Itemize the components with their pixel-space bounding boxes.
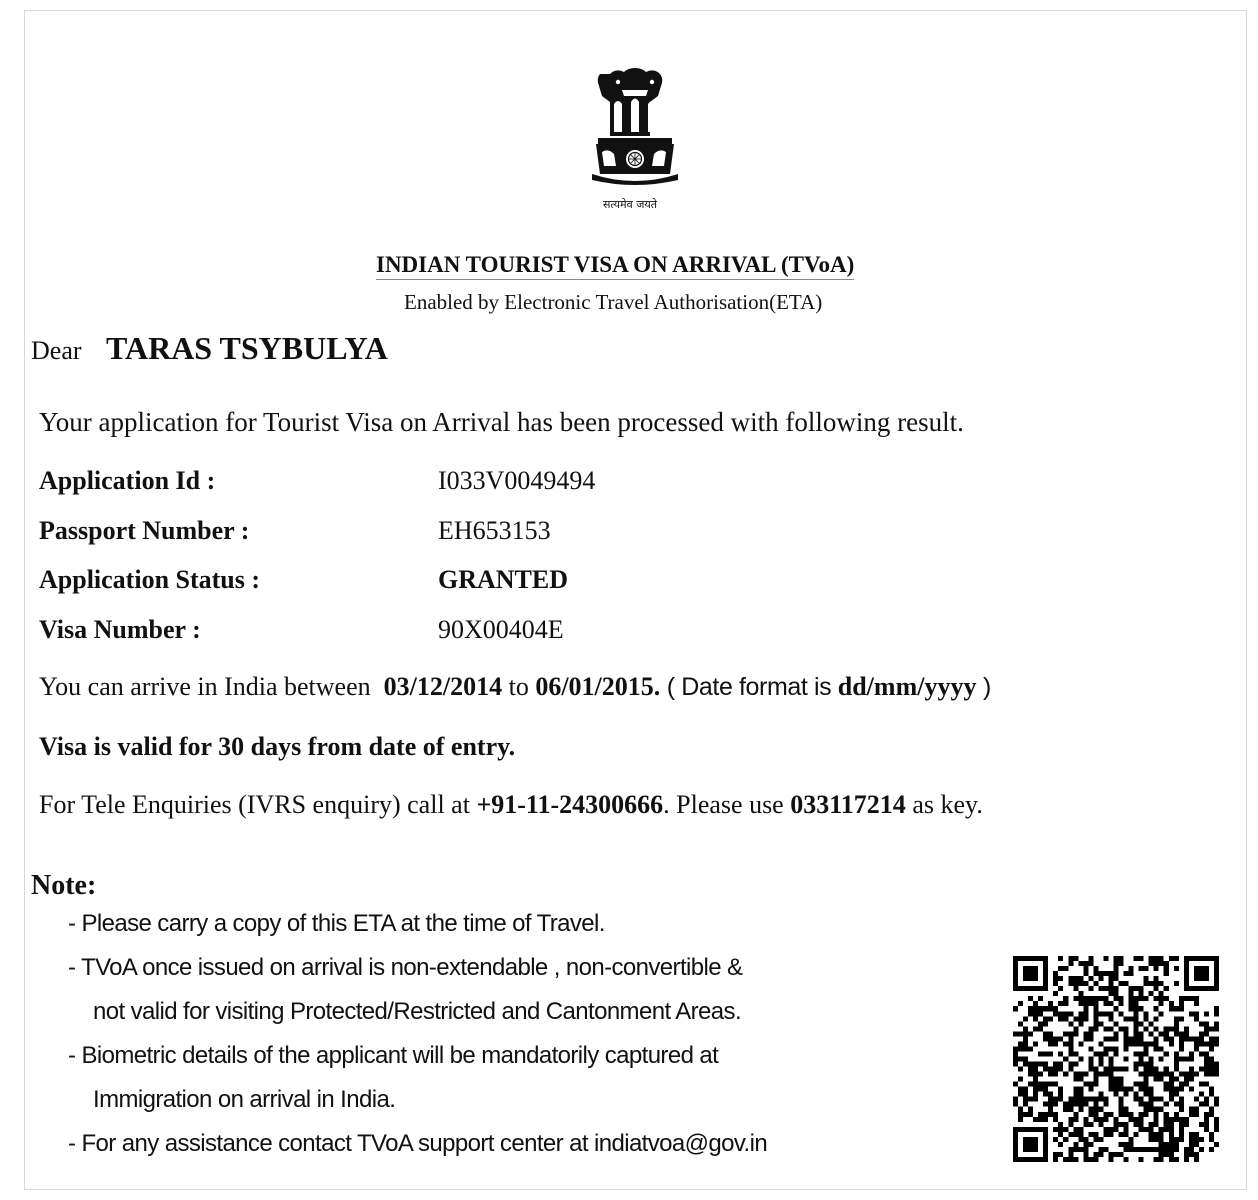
note-line: - Please carry a copy of this ETA at the time of Travel. bbox=[68, 910, 605, 937]
arrival-to-date: 06/01/2015. bbox=[535, 672, 661, 701]
national-emblem-icon bbox=[588, 68, 682, 193]
application-id-label: Application Id : bbox=[39, 466, 216, 495]
qr-code-icon bbox=[1013, 956, 1219, 1162]
tele-key: 033117214 bbox=[790, 790, 906, 819]
tele-middle: . Please use bbox=[663, 790, 784, 819]
passport-number-label: Passport Number : bbox=[39, 516, 250, 545]
emblem-motto: सत्यमेव जयते bbox=[603, 198, 658, 211]
tele-prefix: For Tele Enquiries (IVRS enquiry) call at bbox=[39, 790, 470, 819]
intro-text: Your application for Tourist Visa on Arrival has been processed with following result. bbox=[39, 407, 964, 437]
application-status-value: GRANTED bbox=[438, 565, 569, 594]
application-status-label: Application Status : bbox=[39, 565, 261, 594]
applicant-name: TARAS TSYBULYA bbox=[106, 330, 388, 366]
note-heading: Note: bbox=[31, 870, 97, 901]
arrival-to-word: to bbox=[508, 672, 529, 701]
document-title: INDIAN TOURIST VISA ON ARRIVAL (TVoA) bbox=[376, 252, 854, 280]
validity-text: Visa is valid for 30 days from date of entry. bbox=[39, 732, 516, 761]
note-line: not valid for visiting Protected/Restricted and Cantonment Areas. bbox=[93, 998, 742, 1025]
arrival-prefix: You can arrive in India between bbox=[39, 672, 371, 701]
arrival-from-date: 03/12/2014 bbox=[383, 672, 503, 701]
note-line: Immigration on arrival in India. bbox=[93, 1086, 396, 1113]
arrival-window bbox=[39, 672, 991, 702]
visa-number-label: Visa Number : bbox=[39, 615, 201, 644]
date-format-suffix: ) bbox=[982, 673, 991, 701]
tele-enquiry bbox=[39, 790, 983, 820]
note-line: - TVoA once issued on arrival is non-extendable , non-convertible & bbox=[68, 954, 743, 981]
salutation: Dear bbox=[31, 336, 82, 365]
application-id-value: I033V0049494 bbox=[438, 466, 596, 495]
document-subtitle: Enabled by Electronic Travel Authorisation(ETA) bbox=[404, 290, 823, 314]
note-line: - For any assistance contact TVoA support center at indiatvoa@gov.in bbox=[68, 1130, 768, 1157]
date-format-prefix: ( Date format is bbox=[666, 673, 832, 701]
passport-number-value: EH653153 bbox=[438, 516, 551, 545]
date-format: dd/mm/yyyy bbox=[837, 672, 977, 701]
tele-phone: +91-11-24300666 bbox=[476, 790, 664, 819]
note-line: - Biometric details of the applicant will be mandatorily captured at bbox=[68, 1042, 719, 1069]
tele-suffix: as key. bbox=[912, 790, 983, 819]
visa-number-value: 90X00404E bbox=[438, 615, 564, 644]
